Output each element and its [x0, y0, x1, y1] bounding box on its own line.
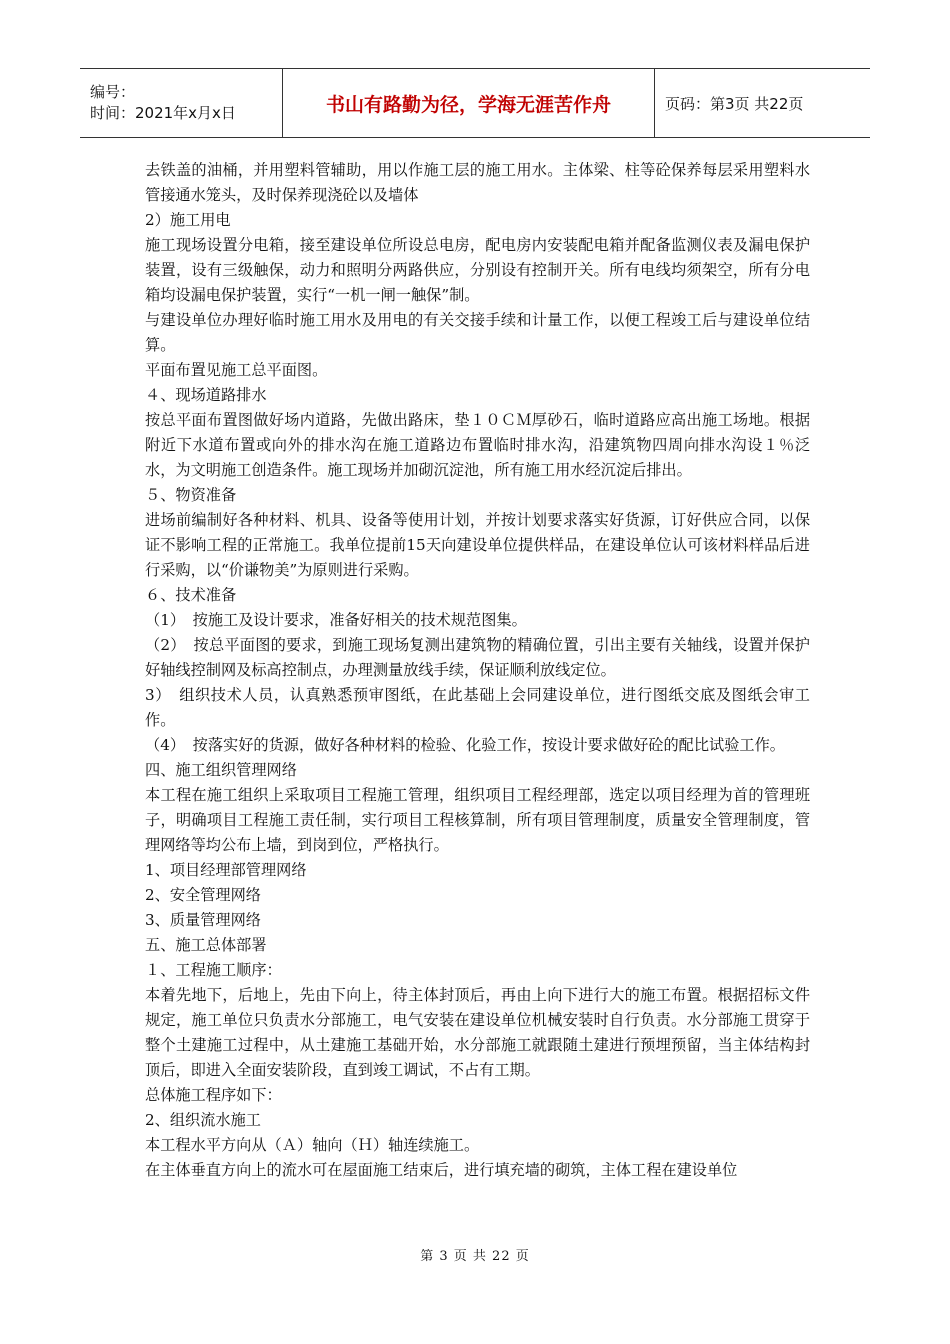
list-item: 3） 组织技术人员，认真熟悉预审图纸，在此基础上会同建设单位，进行图纸交底及图纸会审工作。 [145, 686, 810, 729]
document-body [145, 158, 810, 1183]
list-item: 2、安全管理网络 [145, 886, 261, 904]
paragraph: 按总平面布置图做好场内道路，先做出路床，垫１０ＣＭ厚砂石，临时道路应高出施工场地。根据附近下水道布置或向外的排水沟在施工道路边布置临时排水沟，沿建筑物四周向排水沟设１％泛水，为文明施工创造条件。施工现场并加砌沉淀池，所有施工用水经沉淀后排出。 [145, 411, 810, 479]
list-item: 3、质量管理网络 [145, 911, 261, 929]
footer-page-number: 第 3 页 共 22 页 [420, 1249, 530, 1264]
section-heading: 2）施工用电 [145, 211, 231, 229]
section-heading: ６、技术准备 [145, 586, 237, 604]
section-heading: １、工程施工顺序： [145, 961, 282, 979]
paragraph: 本工程水平方向从（Ａ）轴向（Ｈ）轴连续施工。 [145, 1136, 480, 1154]
paragraph: 本着先地下，后地上，先由下向上，待主体封顶后，再由上向下进行大的施工布置。根据招标文件规定，施工单位只负责水分部施工，电气安装在建设单位机械安装时自行负责。水分部施工贯穿于整个土建施工过程中，从土建施工基础开始，水分部施工就跟随土建进行预埋预留，当主体结构封顶后，即进入全面安装阶段，直到竣工调试，不占有工期。 [145, 986, 810, 1079]
list-item: （2） 按总平面图的要求，到施工现场复测出建筑物的精确位置，引出主要有关轴线，设置并保护好轴线控制网及标高控制点，办理测量放线手续，保证顺利放线定位。 [145, 636, 810, 679]
paragraph: 平面布置见施工总平面图。 [145, 361, 328, 379]
list-item: （1） 按施工及设计要求，准备好相关的技术规范图集。 [145, 611, 527, 629]
section-heading: 四、施工组织管理网络 [145, 761, 297, 779]
list-item: 1、项目经理部管理网络 [145, 861, 307, 879]
header-page-info [655, 69, 870, 137]
document-date: 时间：2021年x月x日 [90, 104, 236, 122]
page-number-info: 页码：第3页 共22页 [665, 94, 804, 113]
motto-text: 书山有路勤为径，学海无涯苦作舟 [325, 93, 611, 116]
paragraph: 与建设单位办理好临时施工用水及用电的有关交接手续和计量工作，以便工程竣工后与建设单位结算。 [145, 311, 810, 354]
paragraph: 施工现场设置分电箱，接至建设单位所设总电房，配电房内安装配电箱并配备监测仪表及漏电保护装置，设有三级触保，动力和照明分两路供应，分别设有控制开关。所有电线均须架空，所有分电箱均设漏电保护装置，实行“一机一闸一触保”制。 [145, 236, 810, 304]
document-number: 编号： [90, 83, 136, 101]
header-meta [80, 69, 283, 137]
paragraph: 去铁盖的油桶，并用塑料管辅助，用以作施工层的施工用水。主体梁、柱等砼保养每层采用塑料水管接通水笼头，及时保养现浇砼以及墙体 [145, 161, 810, 204]
paragraph: 总体施工程序如下： [145, 1086, 282, 1104]
section-heading: ５、物资准备 [145, 486, 237, 504]
page-header [80, 68, 870, 138]
paragraph: 在主体垂直方向上的流水可在屋面施工结束后，进行填充墙的砌筑，主体工程在建设单位 [145, 1161, 738, 1179]
paragraph: 本工程在施工组织上采取项目工程施工管理，组织项目工程经理部，选定以项目经理为首的管理班子，明确项目工程施工责任制，实行项目工程核算制，所有项目管理制度，质量安全管理制度，管理网络等均公布上墙，到岗到位，严格执行。 [145, 786, 810, 854]
section-heading: ４、现场道路排水 [145, 386, 267, 404]
paragraph: 进场前编制好各种材料、机具、设备等使用计划，并按计划要求落实好货源，订好供应合同，以保证不影响工程的正常施工。我单位提前15天向建设单位提供样品，在建设单位认可该材料样品后进行采购，以“价谦物美”为原则进行采购。 [145, 511, 810, 579]
section-heading: 五、施工总体部署 [145, 936, 267, 954]
page-footer [0, 1245, 950, 1264]
section-heading: 2、组织流水施工 [145, 1111, 261, 1129]
list-item: （4） 按落实好的货源，做好各种材料的检验、化验工作，按设计要求做好砼的配比试验工作。 [145, 736, 785, 754]
header-motto [283, 69, 655, 137]
